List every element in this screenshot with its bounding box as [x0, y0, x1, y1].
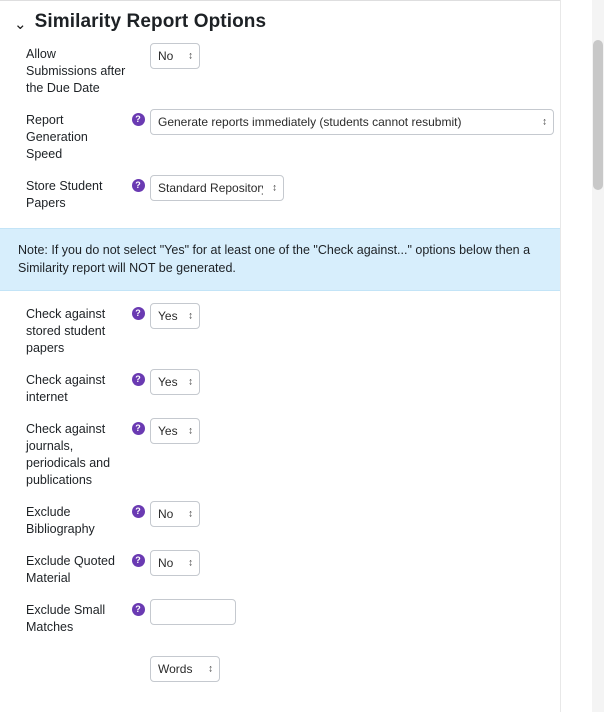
field-control [150, 418, 560, 444]
field-label: Exclude Bibliography [26, 505, 95, 536]
section-header[interactable] [0, 1, 560, 37]
field-row-exclude-quoted-material [0, 544, 560, 593]
field-control [150, 599, 560, 625]
report-generation-speed-select[interactable] [150, 109, 554, 135]
help-slot [126, 43, 150, 47]
field-label: Exclude Quoted Material [26, 554, 115, 585]
select-wrapper [150, 303, 200, 329]
field-label: Check against stored student papers [26, 307, 106, 355]
help-icon[interactable]: ? [132, 179, 145, 192]
help-slot [126, 501, 150, 518]
help-icon[interactable]: ? [132, 554, 145, 567]
field-row-check-against-journals [0, 412, 560, 495]
select-wrapper [150, 550, 200, 576]
small-matches-units-select[interactable] [150, 656, 220, 682]
vertical-scrollbar[interactable] [592, 0, 604, 712]
select-wrapper [150, 501, 200, 527]
info-note: Note: If you do not select "Yes" for at least one of the "Check against..." options below then a Similarity report will NOT be generated. [0, 228, 560, 291]
spacer [0, 642, 560, 650]
check-against-stored-student-papers-select[interactable] [150, 303, 200, 329]
help-icon[interactable]: ? [132, 422, 145, 435]
field-label: Report Generation Speed [26, 113, 88, 161]
field-row-exclude-bibliography [0, 495, 560, 544]
help-icon[interactable]: ? [132, 113, 145, 126]
field-control [150, 109, 560, 135]
select-wrapper [150, 43, 200, 69]
help-icon[interactable]: ? [132, 373, 145, 386]
store-student-papers-select[interactable] [150, 175, 284, 201]
help-slot [126, 175, 150, 192]
field-control [150, 43, 560, 69]
field-control [150, 501, 560, 527]
field-label-empty [26, 656, 126, 659]
page-title: Similarity Report Options [34, 11, 267, 32]
allow-submissions-after-due-date-select[interactable] [150, 43, 200, 69]
help-slot [126, 550, 150, 567]
help-icon[interactable]: ? [132, 505, 145, 518]
select-wrapper [150, 656, 220, 682]
field-control [150, 656, 560, 682]
help-slot [126, 656, 150, 660]
field-control [150, 303, 560, 329]
help-icon[interactable]: ? [132, 603, 145, 616]
help-icon[interactable]: ? [132, 307, 145, 320]
field-label: Exclude Small Matches [26, 603, 106, 634]
check-against-journals-select[interactable] [150, 418, 200, 444]
field-row-check-against-stored-student-papers [0, 297, 560, 363]
scrollbar-thumb[interactable] [593, 40, 603, 190]
select-wrapper [150, 109, 554, 135]
field-row-allow-submissions-after-due-date [0, 37, 560, 103]
help-slot [126, 418, 150, 435]
field-row-check-against-internet [0, 363, 560, 412]
exclude-small-matches-input[interactable] [150, 599, 236, 625]
select-wrapper [150, 369, 200, 395]
check-against-internet-select[interactable] [150, 369, 200, 395]
field-label: Store Student Papers [26, 179, 103, 210]
field-control [150, 369, 560, 395]
field-label: Allow Submissions after the Due Date [26, 47, 126, 95]
field-row-small-matches-units [0, 650, 560, 688]
chevron-down-icon[interactable]: ⌄ [14, 15, 27, 33]
field-row-store-student-papers [0, 169, 560, 218]
field-label: Check against internet [26, 373, 106, 404]
field-control [150, 550, 560, 576]
select-wrapper [150, 418, 200, 444]
select-wrapper [150, 175, 284, 201]
help-slot [126, 303, 150, 320]
exclude-bibliography-select[interactable] [150, 501, 200, 527]
help-slot [126, 369, 150, 386]
field-row-report-generation-speed [0, 103, 560, 169]
field-row-exclude-small-matches [0, 593, 560, 642]
field-control [150, 175, 560, 201]
field-label: Check against journals, periodicals and publications [26, 422, 111, 487]
help-slot [126, 109, 150, 126]
help-slot [126, 599, 150, 616]
exclude-quoted-material-select[interactable] [150, 550, 200, 576]
